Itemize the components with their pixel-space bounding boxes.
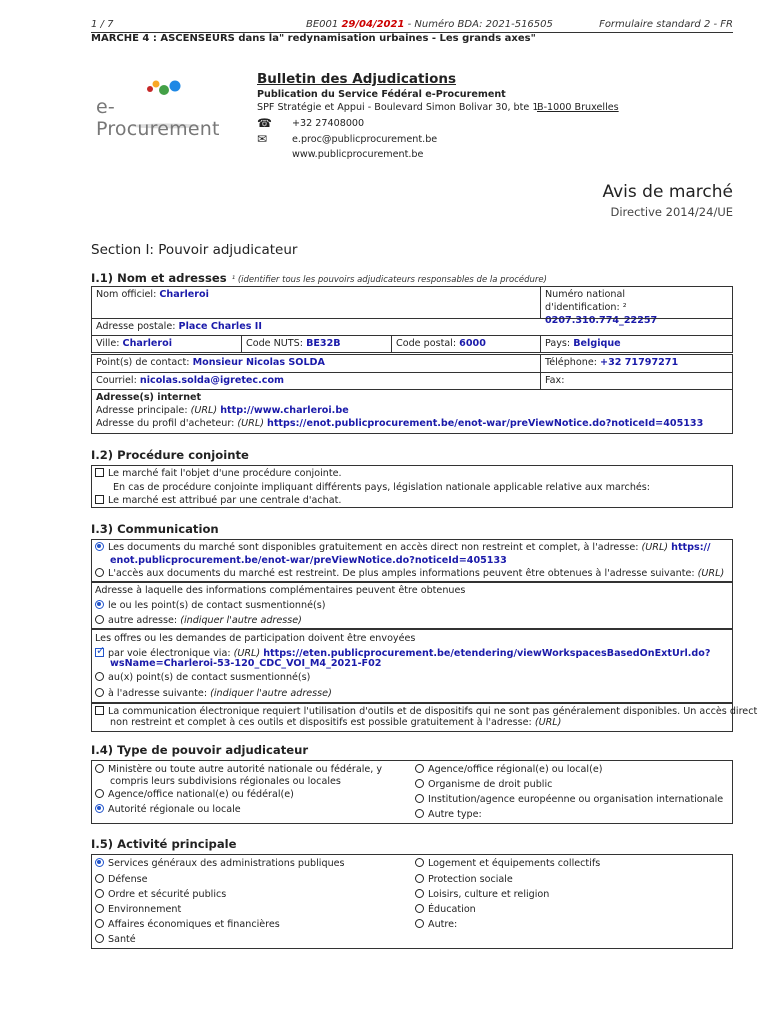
- i5-left-option-1[interactable]: [95, 873, 148, 886]
- city-cell: [91, 335, 242, 353]
- i5-left-label-2: Ordre et sécurité publics: [108, 889, 227, 900]
- page-number: 1 / 7: [91, 19, 114, 30]
- i4-right-label-0: Agence/office régional(e) ou local(e): [428, 764, 603, 775]
- radio-icon[interactable]: [95, 672, 104, 681]
- i5-right-label-4: Autre:: [428, 919, 458, 930]
- i5-left-label-4: Affaires économiques et financières: [108, 919, 280, 930]
- docs-url-part1[interactable]: https://: [671, 542, 711, 553]
- checkbox-icon[interactable]: [95, 468, 104, 477]
- email-label: Courriel:: [96, 375, 137, 386]
- i5-right-label-2: Loisirs, culture et religion: [428, 889, 550, 900]
- phone-value: +32 71797271: [600, 357, 679, 368]
- official-name-cell: [91, 286, 541, 319]
- bulletin-email[interactable]: e.proc@publicprocurement.be: [292, 134, 438, 145]
- radio-icon[interactable]: [415, 809, 424, 818]
- bulletin-city: B-1000 Bruxelles: [537, 102, 619, 113]
- country-label: Pays:: [545, 338, 571, 349]
- central-purchasing-option[interactable]: [95, 494, 341, 507]
- i1-heading: [91, 267, 547, 286]
- ref-date: 29/04/2021: [341, 19, 405, 30]
- logo-text: e-Procurement: [96, 96, 220, 140]
- radio-icon[interactable]: [95, 919, 104, 928]
- i4-title: I.4) Type de pouvoir adjudicateur: [91, 743, 309, 757]
- i5-right-option-4[interactable]: [415, 918, 457, 931]
- i4-right-option-0[interactable]: [415, 763, 602, 776]
- i4-left-option-3[interactable]: [95, 803, 241, 816]
- radio-icon[interactable]: [415, 779, 424, 788]
- offers-title: Les offres ou les demandes de participation doivent être envoyées: [95, 633, 416, 644]
- i5-left-option-4[interactable]: [95, 918, 280, 931]
- electronic-url-part1[interactable]: https://eten.publicprocurement.be/etendering/viewWorkspacesBasedOnExtUrl.do?: [263, 648, 711, 659]
- bulletin-web[interactable]: www.publicprocurement.be: [292, 149, 424, 160]
- nuts-label: Code NUTS:: [246, 338, 303, 349]
- postal-address-label: Adresse postale:: [96, 321, 176, 332]
- national-id-label1: Numéro national: [545, 289, 626, 300]
- country-value: Belgique: [573, 338, 621, 349]
- ref-prefix: BE001: [306, 19, 339, 30]
- i2-title: I.2) Procédure conjointe: [91, 448, 249, 462]
- i5-left-option-3[interactable]: [95, 903, 181, 916]
- buyer-profile-label: Adresse du profil d'acheteur:: [96, 418, 235, 429]
- offers-contact-label: au(x) point(s) de contact susmentionné(s): [108, 672, 311, 683]
- i4-left-label-0: Ministère ou toute autre autorité nationale ou fédérale, y: [108, 764, 383, 775]
- notice-title: Avis de marché: [602, 182, 733, 202]
- radio-selected-icon[interactable]: [95, 542, 104, 551]
- radio-icon[interactable]: [415, 904, 424, 913]
- form-type: Formulaire standard 2 - FR: [599, 19, 733, 30]
- email-cell: [91, 372, 541, 390]
- i4-right-label-3: Autre type:: [428, 809, 482, 820]
- i4-right-label-2: Institution/agence européenne ou organisation internationale: [428, 794, 724, 805]
- i5-right-label-0: Logement et équipements collectifs: [428, 858, 601, 869]
- i4-right-option-1[interactable]: [415, 778, 552, 791]
- info-other-option[interactable]: [95, 614, 302, 627]
- i4-left-label-2: Agence/office national(e) ou fédéral(e): [108, 789, 294, 800]
- i5-right-option-1[interactable]: [415, 873, 513, 886]
- contact-value: Monsieur Nicolas SOLDA: [192, 357, 325, 368]
- i4-left-option-2[interactable]: [95, 788, 294, 801]
- radio-icon[interactable]: [95, 889, 104, 898]
- i5-left-option-2[interactable]: [95, 888, 226, 901]
- bulletin-address: SPF Stratégie et Appui - Boulevard Simon Bolivar 30, bte 1: [257, 102, 539, 113]
- comm-url-tag: (URL): [534, 717, 562, 728]
- restricted-url-tag: (URL): [697, 568, 725, 579]
- checkbox-icon[interactable]: [95, 706, 104, 715]
- radio-icon[interactable]: [95, 688, 104, 697]
- contact-cell: [91, 354, 541, 373]
- i5-right-option-3[interactable]: [415, 903, 476, 916]
- section1-title: Section I: Pouvoir adjudicateur: [91, 242, 298, 258]
- info-contact-option[interactable]: [95, 599, 325, 612]
- info-other-hint: (indiquer l'autre adresse): [180, 615, 302, 626]
- main-address-url-tag: (URL): [190, 405, 218, 416]
- radio-icon[interactable]: [415, 889, 424, 898]
- checkbox-icon[interactable]: [95, 495, 104, 504]
- electronic-label: par voie électronique via:: [108, 648, 231, 659]
- phone-cell: [540, 354, 733, 373]
- docs-free-label: Les documents du marché sont disponibles gratuitement en accès direct non restreint et complet, à l'adresse:: [108, 542, 639, 553]
- radio-icon[interactable]: [415, 874, 424, 883]
- national-id-cell: [540, 286, 733, 326]
- i5-left-option-0[interactable]: [95, 857, 345, 870]
- i5-title: I.5) Activité principale: [91, 837, 237, 851]
- radio-icon[interactable]: [95, 789, 104, 798]
- radio-icon[interactable]: [95, 764, 104, 773]
- national-id-value: 0207.310.774_22257: [545, 315, 658, 326]
- i4-left-label-3: Autorité régionale ou locale: [108, 804, 241, 815]
- i3-title: I.3) Communication: [91, 522, 219, 536]
- i5-right-label-3: Éducation: [428, 904, 476, 915]
- i4-right-option-3[interactable]: [415, 808, 482, 821]
- bulletin-phone: +32 27408000: [292, 118, 365, 129]
- mail-icon: ✉: [257, 132, 268, 146]
- docs-restricted-option[interactable]: [95, 567, 724, 580]
- official-name-label: Nom officiel:: [96, 289, 157, 300]
- docs-free-option[interactable]: [95, 541, 711, 554]
- comm-text2: non restreint et complet à ces outils et dispositifs est possible gratuitement à l'adresse:: [110, 717, 532, 728]
- i4-left-label-1: compris leurs subdivisions régionales ou locales: [110, 776, 341, 787]
- country-cell: [540, 335, 733, 353]
- offers-address-option[interactable]: [95, 687, 332, 700]
- postcode-label: Code postal:: [396, 338, 457, 349]
- radio-icon[interactable]: [95, 934, 104, 943]
- radio-icon[interactable]: [415, 919, 424, 928]
- internet-cell: [91, 389, 733, 434]
- comm-text1: La communication électronique requiert l'utilisation d'outils et de dispositifs qui ne sont pas généralement disponibles. Un accès direct: [108, 706, 758, 717]
- postcode-value: 6000: [459, 338, 486, 349]
- offers-address-label: à l'adresse suivante:: [108, 688, 208, 699]
- fax-cell: [540, 372, 733, 390]
- radio-icon[interactable]: [95, 568, 104, 577]
- postal-address-value: Place Charles II: [178, 321, 262, 332]
- postal-address-cell: [91, 318, 733, 336]
- joint-procedure-option[interactable]: [95, 467, 342, 480]
- notice-directive: Directive 2014/24/UE: [610, 205, 733, 219]
- i4-right-option-2[interactable]: [415, 793, 723, 806]
- radio-icon[interactable]: [415, 858, 424, 867]
- i4-right-label-1: Organisme de droit public: [428, 779, 553, 790]
- national-id-label2: d'identification: ²: [545, 302, 627, 313]
- info-contact-label: le ou les point(s) de contact susmentionné(s): [108, 600, 326, 611]
- buyer-profile-url-tag: (URL): [237, 418, 264, 429]
- ref-suffix: - Numéro BDA: 2021-516505: [407, 19, 553, 30]
- joint-procedure-label: Le marché fait l'objet d'une procédure conjointe.: [108, 468, 342, 479]
- radio-selected-icon[interactable]: [95, 804, 104, 813]
- i5-left-label-3: Environnement: [108, 904, 182, 915]
- contact-label: Point(s) de contact:: [96, 357, 190, 368]
- contract-title: MARCHE 4 : ASCENSEURS dans la" redynamisation urbaines - Les grands axes": [91, 33, 536, 44]
- i5-left-label-1: Défense: [108, 874, 148, 885]
- buyer-profile-link[interactable]: https://enot.publicprocurement.be/enot-war/preViewNotice.do?noticeId=405133: [267, 418, 704, 429]
- city-label: Ville:: [96, 338, 120, 349]
- i5-left-label-5: Santé: [108, 934, 136, 945]
- offers-contact-option[interactable]: [95, 671, 310, 684]
- i5-left-label-0: Services généraux des administrations publiques: [108, 858, 345, 869]
- central-purchasing-label: Le marché est attribué par une centrale d'achat.: [108, 495, 342, 506]
- i1-title: I.1) Nom et adresses: [91, 271, 227, 285]
- docs-url-part2[interactable]: enot.publicprocurement.be/enot-war/preViewNotice.do?noticeId=405133: [110, 555, 507, 566]
- main-address-label: Adresse principale:: [96, 405, 188, 416]
- docs-url-tag: (URL): [641, 542, 669, 553]
- fax-label: Fax:: [545, 375, 565, 386]
- phone-icon: ☎: [257, 116, 272, 130]
- bulletin-publisher: Publication du Service Fédéral e-Procurement: [257, 89, 506, 100]
- nuts-cell: [241, 335, 392, 353]
- city-value: Charleroi: [122, 338, 173, 349]
- postcode-cell: [391, 335, 541, 353]
- official-name-value: Charleroi: [159, 289, 209, 300]
- main-address-link[interactable]: http://www.charleroi.be: [220, 405, 349, 416]
- i5-right-option-0[interactable]: [415, 857, 600, 870]
- docs-restricted-label: L'accès aux documents du marché est restreint. De plus amples informations peuvent être obtenues à l'adresse suivante:: [108, 568, 695, 579]
- checkbox-checked-icon[interactable]: [95, 648, 104, 657]
- internet-title: Adresse(s) internet: [96, 392, 202, 403]
- electronic-url-part2[interactable]: wsName=Charleroi-53-120_CDC_VOI_M4_2021-F02: [110, 658, 382, 669]
- radio-icon[interactable]: [415, 794, 424, 803]
- nuts-value: BE32B: [306, 338, 341, 349]
- radio-selected-icon[interactable]: [95, 858, 104, 867]
- info-title: Adresse à laquelle des informations complémentaires peuvent être obtenues: [95, 585, 466, 596]
- electronic-url-tag: (URL): [233, 648, 261, 659]
- i5-right-option-2[interactable]: [415, 888, 549, 901]
- i5-left-option-5[interactable]: [95, 933, 136, 946]
- radio-icon[interactable]: [95, 615, 104, 624]
- comm-text2-line: [110, 716, 561, 729]
- i1-note: ¹ (identifier tous les pouvoirs adjudicateurs responsables de la procédure): [231, 275, 547, 285]
- offers-address-hint: (indiquer l'autre adresse): [210, 688, 332, 699]
- email-link[interactable]: nicolas.solda@igretec.com: [139, 375, 285, 386]
- radio-selected-icon[interactable]: [95, 600, 104, 609]
- bulletin-title: Bulletin des Adjudications: [257, 71, 457, 87]
- radio-icon[interactable]: [95, 904, 104, 913]
- phone-label: Téléphone:: [545, 357, 597, 368]
- joint-procedure-note: En cas de procédure conjointe impliquant différents pays, législation nationale applicable relative aux marchés:: [113, 482, 651, 493]
- reference-line: [306, 19, 553, 30]
- eprocurement-logo: [96, 78, 221, 140]
- info-other-label: autre adresse:: [108, 615, 178, 626]
- i5-right-label-1: Protection sociale: [428, 874, 513, 885]
- radio-icon[interactable]: [95, 874, 104, 883]
- radio-icon[interactable]: [415, 764, 424, 773]
